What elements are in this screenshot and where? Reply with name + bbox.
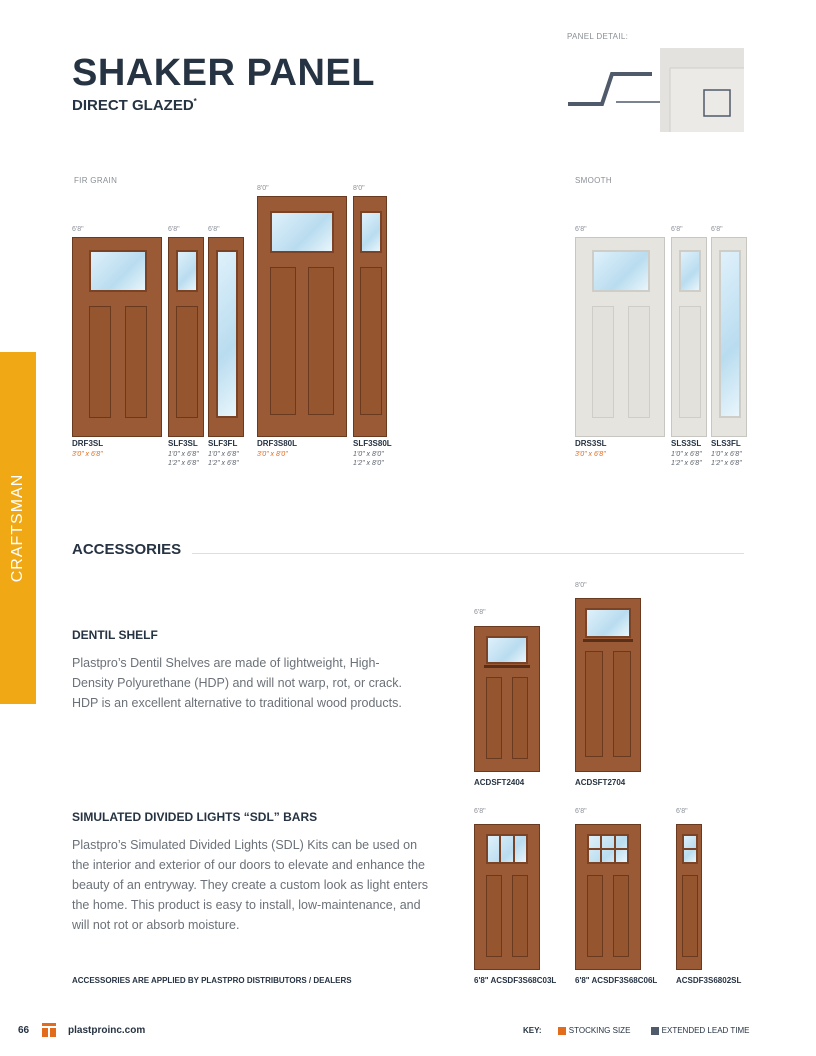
door-height: 8'0" [353,185,365,192]
door-code: 6'8" ACSDF3S68C06L [575,976,658,985]
key-legend: KEY: STOCKING SIZE EXTENDED LEAD TIME [523,1026,750,1035]
door-image-slf3fl [208,237,244,437]
door-height: 6'8" [72,226,84,233]
door-size: 1'0" x 6'8" 1'2" x 6'8" [671,451,702,467]
door-code: SLF3S80L [353,439,392,448]
door-height: 6'8" [575,226,587,233]
door-size: 3'0" x 8'0" [257,451,288,458]
door-size: 3'0" x 6'8" [72,451,103,458]
section-side-tab: CRAFTSMAN [0,352,36,704]
smooth-label: SMOOTH [575,176,612,185]
door-code: 6'8" ACSDF3S68C03L [474,976,557,985]
door-size: 1'0" x 6'8" 1'2" x 6'8" [168,451,199,467]
door-code: DRS3SL [575,439,607,448]
door-height: 8'0" [257,185,269,192]
dentil-shelf-description: Plastpro’s Dentil Shelves are made of lightweight, High-Density Polyurethane (HDP) and will not warp, rot, or crack. HDP is an excellent alternative to traditional wood products. [72,656,402,710]
door-image-sls3fl [711,237,747,437]
door-height: 6'8" [474,808,486,815]
extended-lead-time-swatch [651,1027,659,1035]
door-image-acsdf3s68c03l [474,824,540,970]
panel-detail-diagram [566,46,746,134]
door-size: 1'0" x 6'8" 1'2" x 6'8" [711,451,742,467]
door-height: 6'8" [208,226,220,233]
door-image-acdsft2704 [575,598,641,772]
accessories-heading: ACCESSORIES [72,541,182,558]
door-code: DRF3SL [72,439,104,448]
door-code: SLS3FL [711,439,741,448]
door-height: 6'8" [474,609,486,616]
door-code: ACSDF3S6802SL [676,976,742,985]
door-code: ACDSFT2704 [575,778,626,787]
door-code: DRF3S80L [257,439,298,448]
dealer-note: ACCESSORIES ARE APPLIED BY PLASTPRO DISTRIBUTORS / DEALERS [72,976,352,985]
website-link[interactable]: plastproinc.com [68,1025,146,1036]
page-number: 66 [18,1025,30,1036]
panel-detail-label: PANEL DETAIL: [567,32,629,41]
page-subtitle: DIRECT GLAZED* [72,97,197,114]
plastpro-logo-icon [42,1023,56,1037]
heading-divider [192,553,744,554]
door-height: 8'0" [575,582,587,589]
page-title: SHAKER PANEL [72,52,375,94]
dentil-shelf-heading: DENTIL SHELF [72,628,158,642]
door-code: SLF3FL [208,439,238,448]
door-height: 6'8" [676,808,688,815]
door-size: 3'0" x 6'8" [575,451,606,458]
door-code: SLS3SL [671,439,702,448]
door-image-acsdf3s68c06l [575,824,641,970]
door-height: 6'8" [575,808,587,815]
fir-grain-label: FIR GRAIN [74,176,118,185]
door-image-acdsft2404 [474,626,540,772]
door-image-slf3s80l [353,196,387,437]
door-height: 6'8" [671,226,683,233]
door-size: 1'0" x 8'0" 1'2" x 8'0" [353,451,384,467]
door-image-sls3sl [671,237,707,437]
door-image-drf3s80l [257,196,347,437]
door-image-drf3sl [72,237,162,437]
door-image-drs3sl [575,237,665,437]
door-image-acsdf3s6802sl [676,824,702,970]
door-size: 1'0" x 6'8" 1'2" x 6'8" [208,451,239,467]
door-image-slf3sl [168,237,204,437]
sdl-bars-description: Plastpro’s Simulated Divided Lights (SDL) Kits can be used on the interior and exterior of our doors to elevate and enhance the beauty of an entryway. They create a custom look as light enters the home. This product is easy to install, low-maintenance, and will not rot or absorb moisture. [72,838,428,932]
door-height: 6'8" [711,226,723,233]
stocking-size-swatch [558,1027,566,1035]
door-code: ACDSFT2404 [474,778,525,787]
door-height: 6'8" [168,226,180,233]
sdl-bars-heading: SIMULATED DIVIDED LIGHTS “SDL” BARS [72,810,318,824]
door-code: SLF3SL [168,439,198,448]
